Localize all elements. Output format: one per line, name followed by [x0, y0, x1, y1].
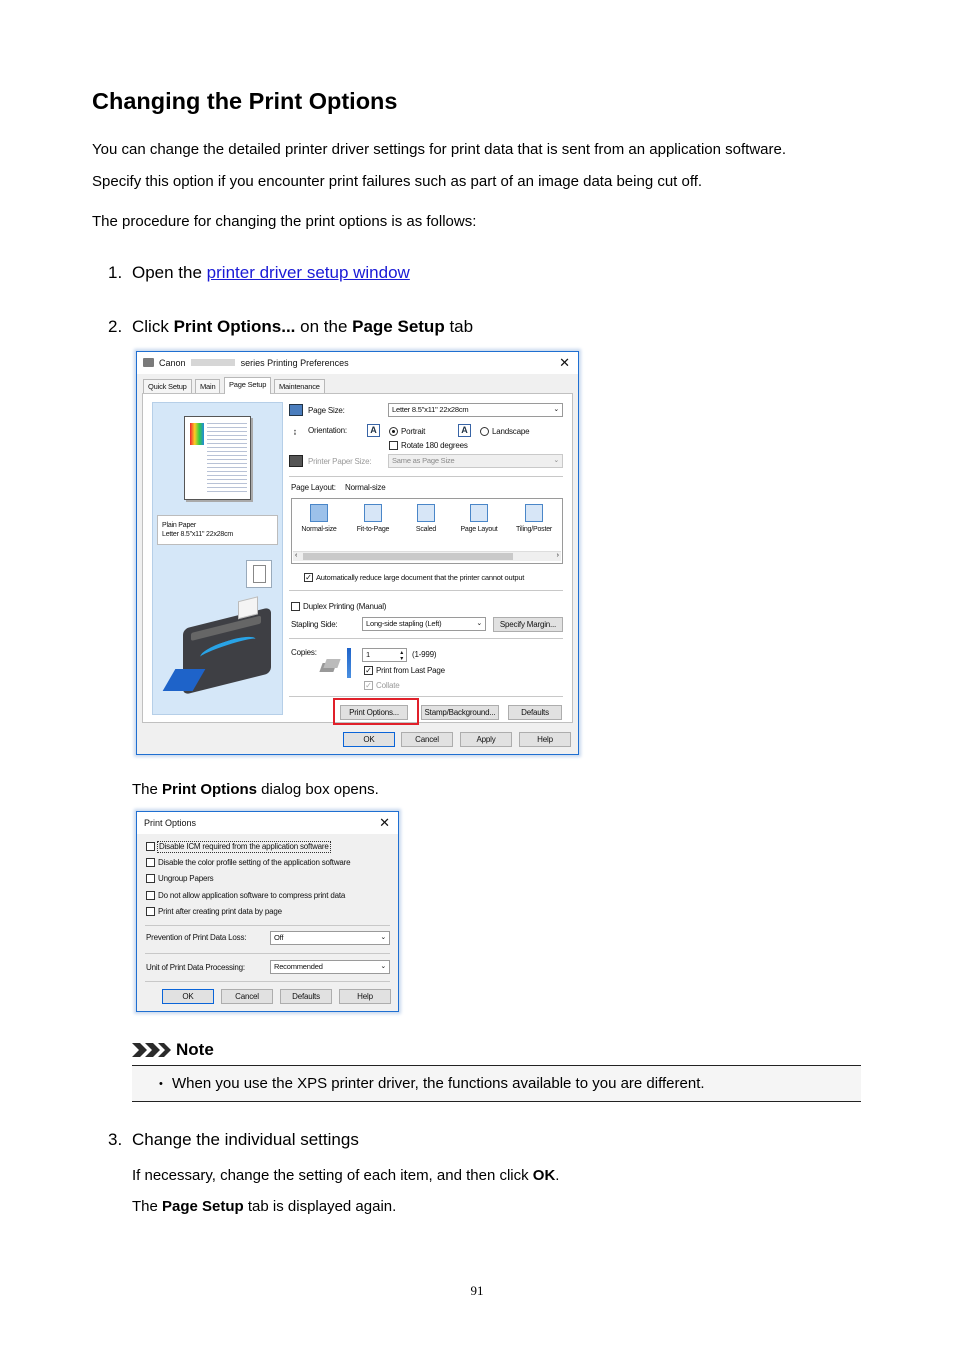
page-size-select[interactable]: [388, 403, 563, 417]
landscape-label: Landscape: [492, 427, 530, 436]
page-number: 91: [470, 1283, 484, 1298]
layout-tiling-poster[interactable]: [512, 504, 556, 534]
orientation-arrow-icon: ↨: [293, 427, 297, 436]
layout-label: Scaled: [415, 526, 437, 533]
step-number: 2.: [108, 317, 123, 336]
intro-paragraph-1: You can change the detailed printer driver settings for print data that is sent from an application software.: [92, 141, 787, 158]
printer-paper-size-label: Printer Paper Size:: [308, 457, 372, 466]
copies-value: 1: [366, 650, 370, 659]
landscape-icon: A: [458, 424, 471, 437]
specify-margin-button[interactable]: Specify Margin...: [493, 617, 563, 632]
print-last-page-label: Print from Last Page: [376, 666, 445, 675]
scaled-icon: [417, 504, 435, 522]
page-size-label: Page Size:: [308, 406, 345, 415]
close-icon[interactable]: ✕: [379, 815, 390, 830]
step3-paragraph-1: [132, 1167, 559, 1185]
fit-to-page-icon: [364, 504, 382, 522]
note-title: Note: [176, 1040, 214, 1059]
step-text: Open the: [132, 263, 207, 282]
copies-stepper[interactable]: [362, 648, 407, 662]
paper-orientation-icon: [246, 560, 272, 588]
page-preview: [184, 416, 251, 500]
emphasis: OK: [532, 1167, 556, 1184]
copies-range-label: (1-999): [412, 650, 437, 659]
layout-page-layout[interactable]: [457, 504, 501, 534]
prevention-select[interactable]: [270, 931, 390, 945]
disable-color-profile-checkbox[interactable]: [146, 858, 155, 867]
rotate-180-label: Rotate 180 degrees: [401, 441, 468, 450]
portrait-radio[interactable]: [389, 427, 398, 436]
help-button[interactable]: Help: [519, 732, 571, 747]
rotate-180-checkbox[interactable]: [389, 441, 398, 450]
layout-normal-size[interactable]: [297, 504, 341, 534]
unit-value: Recommended: [274, 962, 323, 971]
portrait-label: Portrait: [401, 427, 426, 436]
portrait-icon: A: [367, 424, 380, 437]
auto-reduce-checkbox[interactable]: ✓: [305, 573, 312, 582]
collate-checkbox[interactable]: ✓: [365, 681, 372, 690]
step-number: 3.: [108, 1130, 123, 1149]
tab-maintenance[interactable]: Maintenance: [274, 379, 325, 393]
landscape-radio[interactable]: [480, 427, 489, 436]
paper-size-text: Letter 8.5"x11" 22x28cm: [162, 531, 234, 538]
dialog-title-suffix: series Printing Preferences: [240, 358, 349, 368]
stapling-value: Long-side stapling (Left): [366, 619, 442, 628]
chevron-down-icon: ⌄: [380, 934, 386, 941]
step-emphasis: Page Setup: [352, 317, 445, 336]
intro-paragraph-2: Specify this option if you encounter print failures such as part of an image data being cut off.: [92, 173, 703, 190]
stamp-background-button[interactable]: Stamp/Background...: [421, 705, 499, 720]
note-text: When you use the XPS printer driver, the functions available to you are different.: [172, 1075, 705, 1092]
divider: [145, 953, 390, 954]
text: The: [132, 1198, 163, 1215]
chevron-down-icon: ⌄: [380, 963, 386, 970]
dialog-opens-text: [132, 781, 379, 799]
page-title: Changing the Print Options: [92, 88, 398, 114]
chevron-down-icon: ⌄: [553, 457, 559, 464]
prevention-value: Off: [274, 933, 284, 942]
dialog-title-prefix: Canon: [159, 358, 186, 368]
layout-label: Fit-to-Page: [356, 526, 390, 533]
page-size-icon: [289, 404, 303, 416]
no-compress-label: Do not allow application software to compress print data: [158, 891, 346, 900]
layout-scrollbar[interactable]: [293, 551, 561, 561]
bullet: •: [159, 1078, 163, 1090]
layout-label: Tiling/Poster: [515, 526, 553, 533]
auto-reduce-label: Automatically reduce large document that the printer cannot output: [316, 573, 525, 582]
printer-driver-setup-window-link[interactable]: printer driver setup window: [206, 263, 410, 282]
printer-icon: [143, 358, 154, 367]
page-layout-icon: [470, 504, 488, 522]
no-compress-checkbox[interactable]: [146, 891, 155, 900]
stapling-label: Stapling Side:: [291, 620, 338, 629]
dialog-title: Print Options: [144, 818, 197, 828]
print-options-button[interactable]: Print Options...: [340, 705, 408, 720]
collate-label: Collate: [376, 681, 400, 690]
divider: [145, 981, 390, 982]
page-layout-value: Normal-size: [345, 483, 386, 492]
layout-label: Page Layout: [460, 526, 498, 533]
disable-color-profile-label: Disable the color profile setting of the application software: [158, 858, 351, 867]
apply-button[interactable]: Apply: [460, 732, 512, 747]
page-layout-label: Page Layout:: [291, 483, 336, 492]
preview-text-lines: [207, 423, 247, 493]
chevron-left-icon[interactable]: ‹: [295, 552, 298, 559]
defaults-button[interactable]: Defaults: [280, 989, 332, 1004]
divider: [289, 696, 563, 697]
copies-label: Copies:: [291, 648, 317, 657]
defaults-button[interactable]: Defaults: [508, 705, 562, 720]
print-options-dialog: [136, 811, 399, 1012]
step-text: Change the individual settings: [132, 1130, 359, 1149]
chevron-down-icon: ⌄: [553, 406, 559, 413]
step-emphasis: Print Options...: [173, 317, 296, 336]
highlight-box: [333, 698, 419, 725]
model-name-redacted: [191, 359, 235, 366]
divider: [289, 590, 563, 591]
intro-paragraph-3: The procedure for changing the print options is as follows:: [92, 213, 477, 230]
help-button[interactable]: Help: [339, 989, 391, 1004]
divider: [145, 925, 390, 926]
paper-info-box: [157, 515, 278, 545]
tab-quick-setup[interactable]: Quick Setup: [143, 379, 192, 393]
note-chevrons-icon: [132, 1043, 172, 1062]
cancel-button[interactable]: Cancel: [221, 989, 273, 1004]
dialog-title-bar: [137, 352, 578, 374]
tab-page-setup[interactable]: Page Setup: [224, 377, 271, 394]
text: .: [555, 1167, 560, 1184]
page-size-value: Letter 8.5"x11" 22x28cm: [392, 405, 469, 414]
close-icon[interactable]: ✕: [559, 355, 570, 370]
orientation-label: Orientation:: [308, 426, 347, 435]
duplex-checkbox[interactable]: [291, 602, 300, 611]
tab-main[interactable]: Main: [195, 379, 220, 393]
print-last-page-checkbox[interactable]: ✓: [365, 666, 372, 675]
preview-pane: [152, 402, 283, 715]
emphasis: Print Options: [162, 781, 258, 798]
text: dialog box opens.: [257, 781, 379, 798]
divider: [289, 638, 563, 639]
ungroup-papers-checkbox[interactable]: [146, 874, 155, 883]
dialog-title-bar: [137, 812, 398, 834]
disable-icm-label: Disable ICM required from the application software: [159, 842, 329, 851]
chevron-right-icon[interactable]: ›: [556, 552, 559, 559]
text: The: [132, 781, 163, 798]
step-3: [108, 1130, 359, 1150]
divider: [289, 476, 563, 477]
copies-stack-icon: [321, 657, 343, 675]
prevention-label: Prevention of Print Data Loss:: [146, 933, 247, 942]
print-by-page-checkbox[interactable]: [146, 907, 155, 916]
step-text: Click: [132, 317, 174, 336]
scrollbar-thumb[interactable]: [303, 553, 513, 560]
step-number: 1.: [108, 263, 123, 282]
tiling-poster-icon: [525, 504, 543, 522]
layout-scaled[interactable]: [404, 504, 448, 534]
note-box: [132, 1065, 861, 1102]
text: If necessary, change the setting of each item, and then click: [132, 1167, 533, 1184]
copies-order-icon: [347, 648, 351, 678]
normal-size-icon: [310, 504, 328, 522]
unit-select[interactable]: [270, 960, 390, 974]
step-1: [108, 263, 410, 283]
text: tab is displayed again.: [243, 1198, 397, 1215]
preview-image: [190, 423, 204, 445]
step3-paragraph-2: [132, 1198, 396, 1216]
emphasis: Page Setup: [162, 1198, 244, 1215]
printing-preferences-dialog: [136, 351, 579, 755]
ok-button[interactable]: OK: [162, 989, 214, 1004]
printer-paper-size-icon: [289, 455, 303, 467]
print-by-page-label: Print after creating print data by page: [158, 907, 282, 916]
spin-icon[interactable]: ▴ ▾: [400, 650, 403, 662]
step-text: tab: [444, 317, 474, 336]
stapling-select[interactable]: [362, 617, 486, 631]
cancel-button[interactable]: Cancel: [401, 732, 453, 747]
layout-label: Normal-size: [301, 526, 337, 533]
duplex-label: Duplex Printing (Manual): [303, 602, 387, 611]
ungroup-papers-label: Ungroup Papers: [158, 874, 214, 883]
layout-fit-to-page[interactable]: [351, 504, 395, 534]
paper-type-text: Plain Paper: [162, 522, 196, 529]
printer-paper-size-value: Same as Page Size: [392, 456, 455, 465]
printer-paper-size-select[interactable]: [388, 454, 563, 468]
step-text: on the: [295, 317, 353, 336]
ok-button[interactable]: OK: [343, 732, 395, 747]
chevron-down-icon: ⌄: [476, 620, 482, 627]
step-2: [108, 317, 473, 337]
disable-icm-checkbox[interactable]: [146, 842, 155, 851]
unit-label: Unit of Print Data Processing:: [146, 963, 245, 972]
